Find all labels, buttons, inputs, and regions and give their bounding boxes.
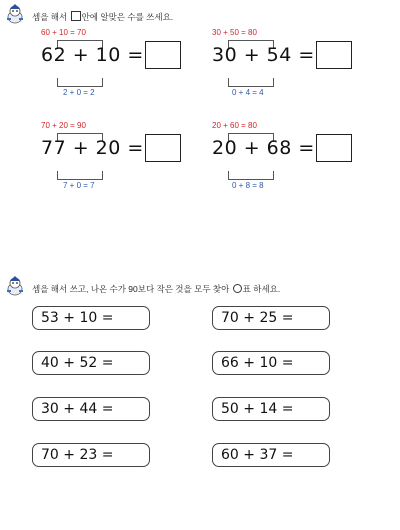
hint-ones: 7 + 0 = 7 xyxy=(63,181,95,190)
bracket-bottom xyxy=(228,78,274,87)
expression-card[interactable] xyxy=(32,351,150,375)
expression-text: 50 + 14 = xyxy=(221,401,294,417)
bracket-bottom xyxy=(57,171,103,180)
hint-tens: 60 + 10 = 70 xyxy=(41,28,86,37)
problem-2 xyxy=(212,28,362,97)
answer-box[interactable] xyxy=(145,41,181,69)
circle-symbol xyxy=(233,284,242,293)
expression-text: 30 + 44 = xyxy=(41,401,114,417)
expression: 20 + 68 = xyxy=(212,137,315,159)
problem-1 xyxy=(41,28,191,97)
mascot-icon xyxy=(4,275,26,297)
expression-text: 53 + 10 = xyxy=(41,310,114,326)
expression-card[interactable] xyxy=(32,443,150,467)
expression-card[interactable] xyxy=(212,443,330,467)
hint-tens: 20 + 60 = 80 xyxy=(212,121,257,130)
expression: 62 + 10 = xyxy=(41,44,144,66)
blank-box-symbol xyxy=(71,11,81,21)
bracket-bottom xyxy=(57,78,103,87)
expression-card[interactable] xyxy=(212,397,330,421)
mascot-icon xyxy=(4,3,26,25)
hint-tens: 70 + 20 = 90 xyxy=(41,121,86,130)
section2-instruction: 셈을 해서 쓰고, 나온 수가 90보다 작은 것을 모두 찾아 표 하세요. xyxy=(32,284,281,294)
expression-text: 70 + 23 = xyxy=(41,447,114,463)
hint-ones: 2 + 0 = 2 xyxy=(63,88,95,97)
expression: 30 + 54 = xyxy=(212,44,315,66)
problem-4 xyxy=(212,121,362,190)
hint-tens: 30 + 50 = 80 xyxy=(212,28,257,37)
expression-text: 60 + 37 = xyxy=(221,447,294,463)
section1-instruction: 셈을 해서 안에 알맞은 수를 쓰세요. xyxy=(32,12,174,22)
expression-card[interactable] xyxy=(32,306,150,330)
hint-ones: 0 + 4 = 4 xyxy=(232,88,264,97)
hint-ones: 0 + 8 = 8 xyxy=(232,181,264,190)
problem-3 xyxy=(41,121,191,190)
bracket-bottom xyxy=(228,171,274,180)
expression-card[interactable] xyxy=(32,397,150,421)
answer-box[interactable] xyxy=(316,41,352,69)
expression-card[interactable] xyxy=(212,351,330,375)
expression-text: 40 + 52 = xyxy=(41,355,114,371)
answer-box[interactable] xyxy=(316,134,352,162)
answer-box[interactable] xyxy=(145,134,181,162)
expression-text: 66 + 10 = xyxy=(221,355,294,371)
expression-text: 70 + 25 = xyxy=(221,310,294,326)
expression-card[interactable] xyxy=(212,306,330,330)
expression: 77 + 20 = xyxy=(41,137,144,159)
